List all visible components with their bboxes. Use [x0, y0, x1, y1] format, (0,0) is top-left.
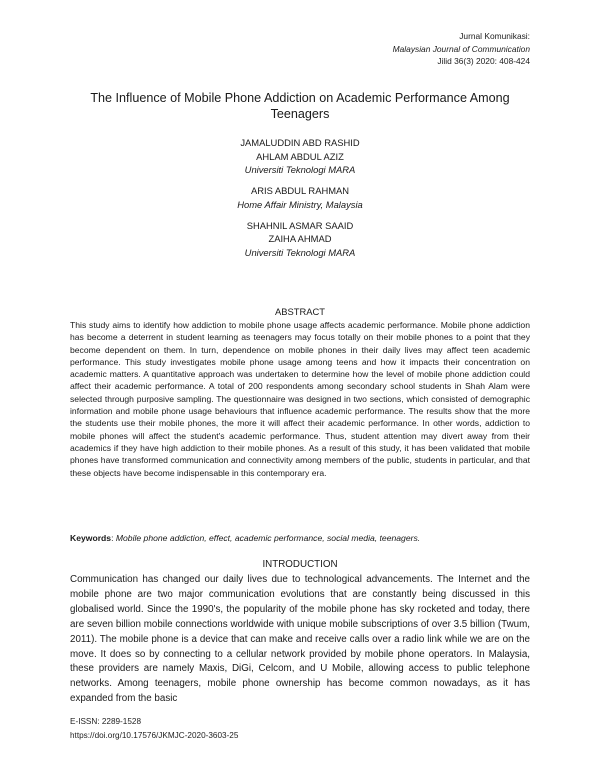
author-name: ZAIHA AHMAD — [268, 233, 332, 245]
introduction-text: Communication has changed our daily lives due to technological advancements. The Internet and the mobile phone are two major communication evolutions that are constantly being discussed in this globalised world. Since the 1990's, the popularity of the mobile phone has sky rocketed and today, there are seven billion mobile connections worldwide with unique mobile subscriptions of over 3.5 billion (Twum, 2011). The mobile phone is a device that can make and receive calls over a radio link while we are on the move. It does so by connecting to a cellular network provided by mobile phone operators. In Malaysia, these providers are namely Maxis, DiGi, Celcom, and U Mobile, allowing access to public telephone networks. Among teenagers, mobile phone ownership has become common nowadays, as it has expanded from the basic — [70, 574, 530, 705]
journal-issue: Jilid 36(3) 2020: 408-424 — [437, 56, 530, 67]
author-name: SHAHNIL ASMAR SAAID — [246, 219, 354, 231]
author-name: AHLAM ABDUL AZIZ — [256, 150, 344, 162]
keywords: Keywords: Mobile phone addiction, effect, academic performance, social media, teenagers. — [70, 533, 421, 543]
journal-subtitle: Malaysian Journal of Communication — [392, 43, 530, 54]
keywords-label: Keywords — [70, 533, 112, 543]
abstract-heading: ABSTRACT — [274, 306, 325, 317]
journal-header — [393, 30, 530, 68]
author-affiliation: Home Affair Ministry, Malaysia — [237, 198, 363, 210]
author-group — [70, 184, 530, 211]
introduction-heading: INTRODUCTION — [262, 559, 338, 570]
author-name: JAMALUDDIN ABD RASHID — [240, 137, 360, 148]
author-affiliation: Universiti Teknologi MARA — [244, 246, 356, 258]
author-group — [70, 219, 530, 260]
author-affiliation: Universiti Teknologi MARA — [244, 164, 356, 176]
abstract-text: This study aims to identify how addiction to mobile phone usage affects academic performance. Mobile phone addiction has become a deterrent in student learning as teenagers may focus totally on their mobile phones to a point that they become dependent on them. In turn, dependence on mobile phones in their daily lives may affect teen academic performance. This study investigates mobile phone usage among teens and how it impacts their concentration on academic matters. A quantitative approach was undertaken to determine how the level of mobile phone addiction could affect their academic performance. A total of 200 respondents among secondary school students in Shah Alam were selected through purposive sampling. The questionnaire was designed in two sections, which consisted of demographic information and mobile phone usage behaviours that influence academic performance. The results show that the more the students use their mobile phones, the more it will affect their academic performance. In other words, addiction to mobile phones will affect the student's academic performance. Thus, student attention may divert away from their academics if they have high addiction to their mobile phones. As a result of this study, it has been validated that mobile phones have transformed communication and connectivity among members of the public, students in particular, and that these objects have become indispensable in this contemporary era. — [70, 320, 530, 478]
journal-name: Jurnal Komunikasi: — [459, 31, 530, 41]
eissn: E-ISSN: 2289-1528 — [70, 717, 142, 726]
paper-title: The Influence of Mobile Phone Addiction on Academic Performance Among Teenagers — [90, 91, 510, 121]
page-footer — [70, 715, 238, 743]
author-list — [70, 136, 530, 267]
doi-link[interactable]: https://doi.org/10.17576/JKMJC-2020-3603-25 — [70, 730, 239, 740]
author-group — [70, 136, 530, 177]
author-name: ARIS ABDUL RAHMAN — [250, 185, 350, 197]
keywords-text: Mobile phone addiction, effect, academic performance, social media, teenagers. — [115, 533, 421, 543]
